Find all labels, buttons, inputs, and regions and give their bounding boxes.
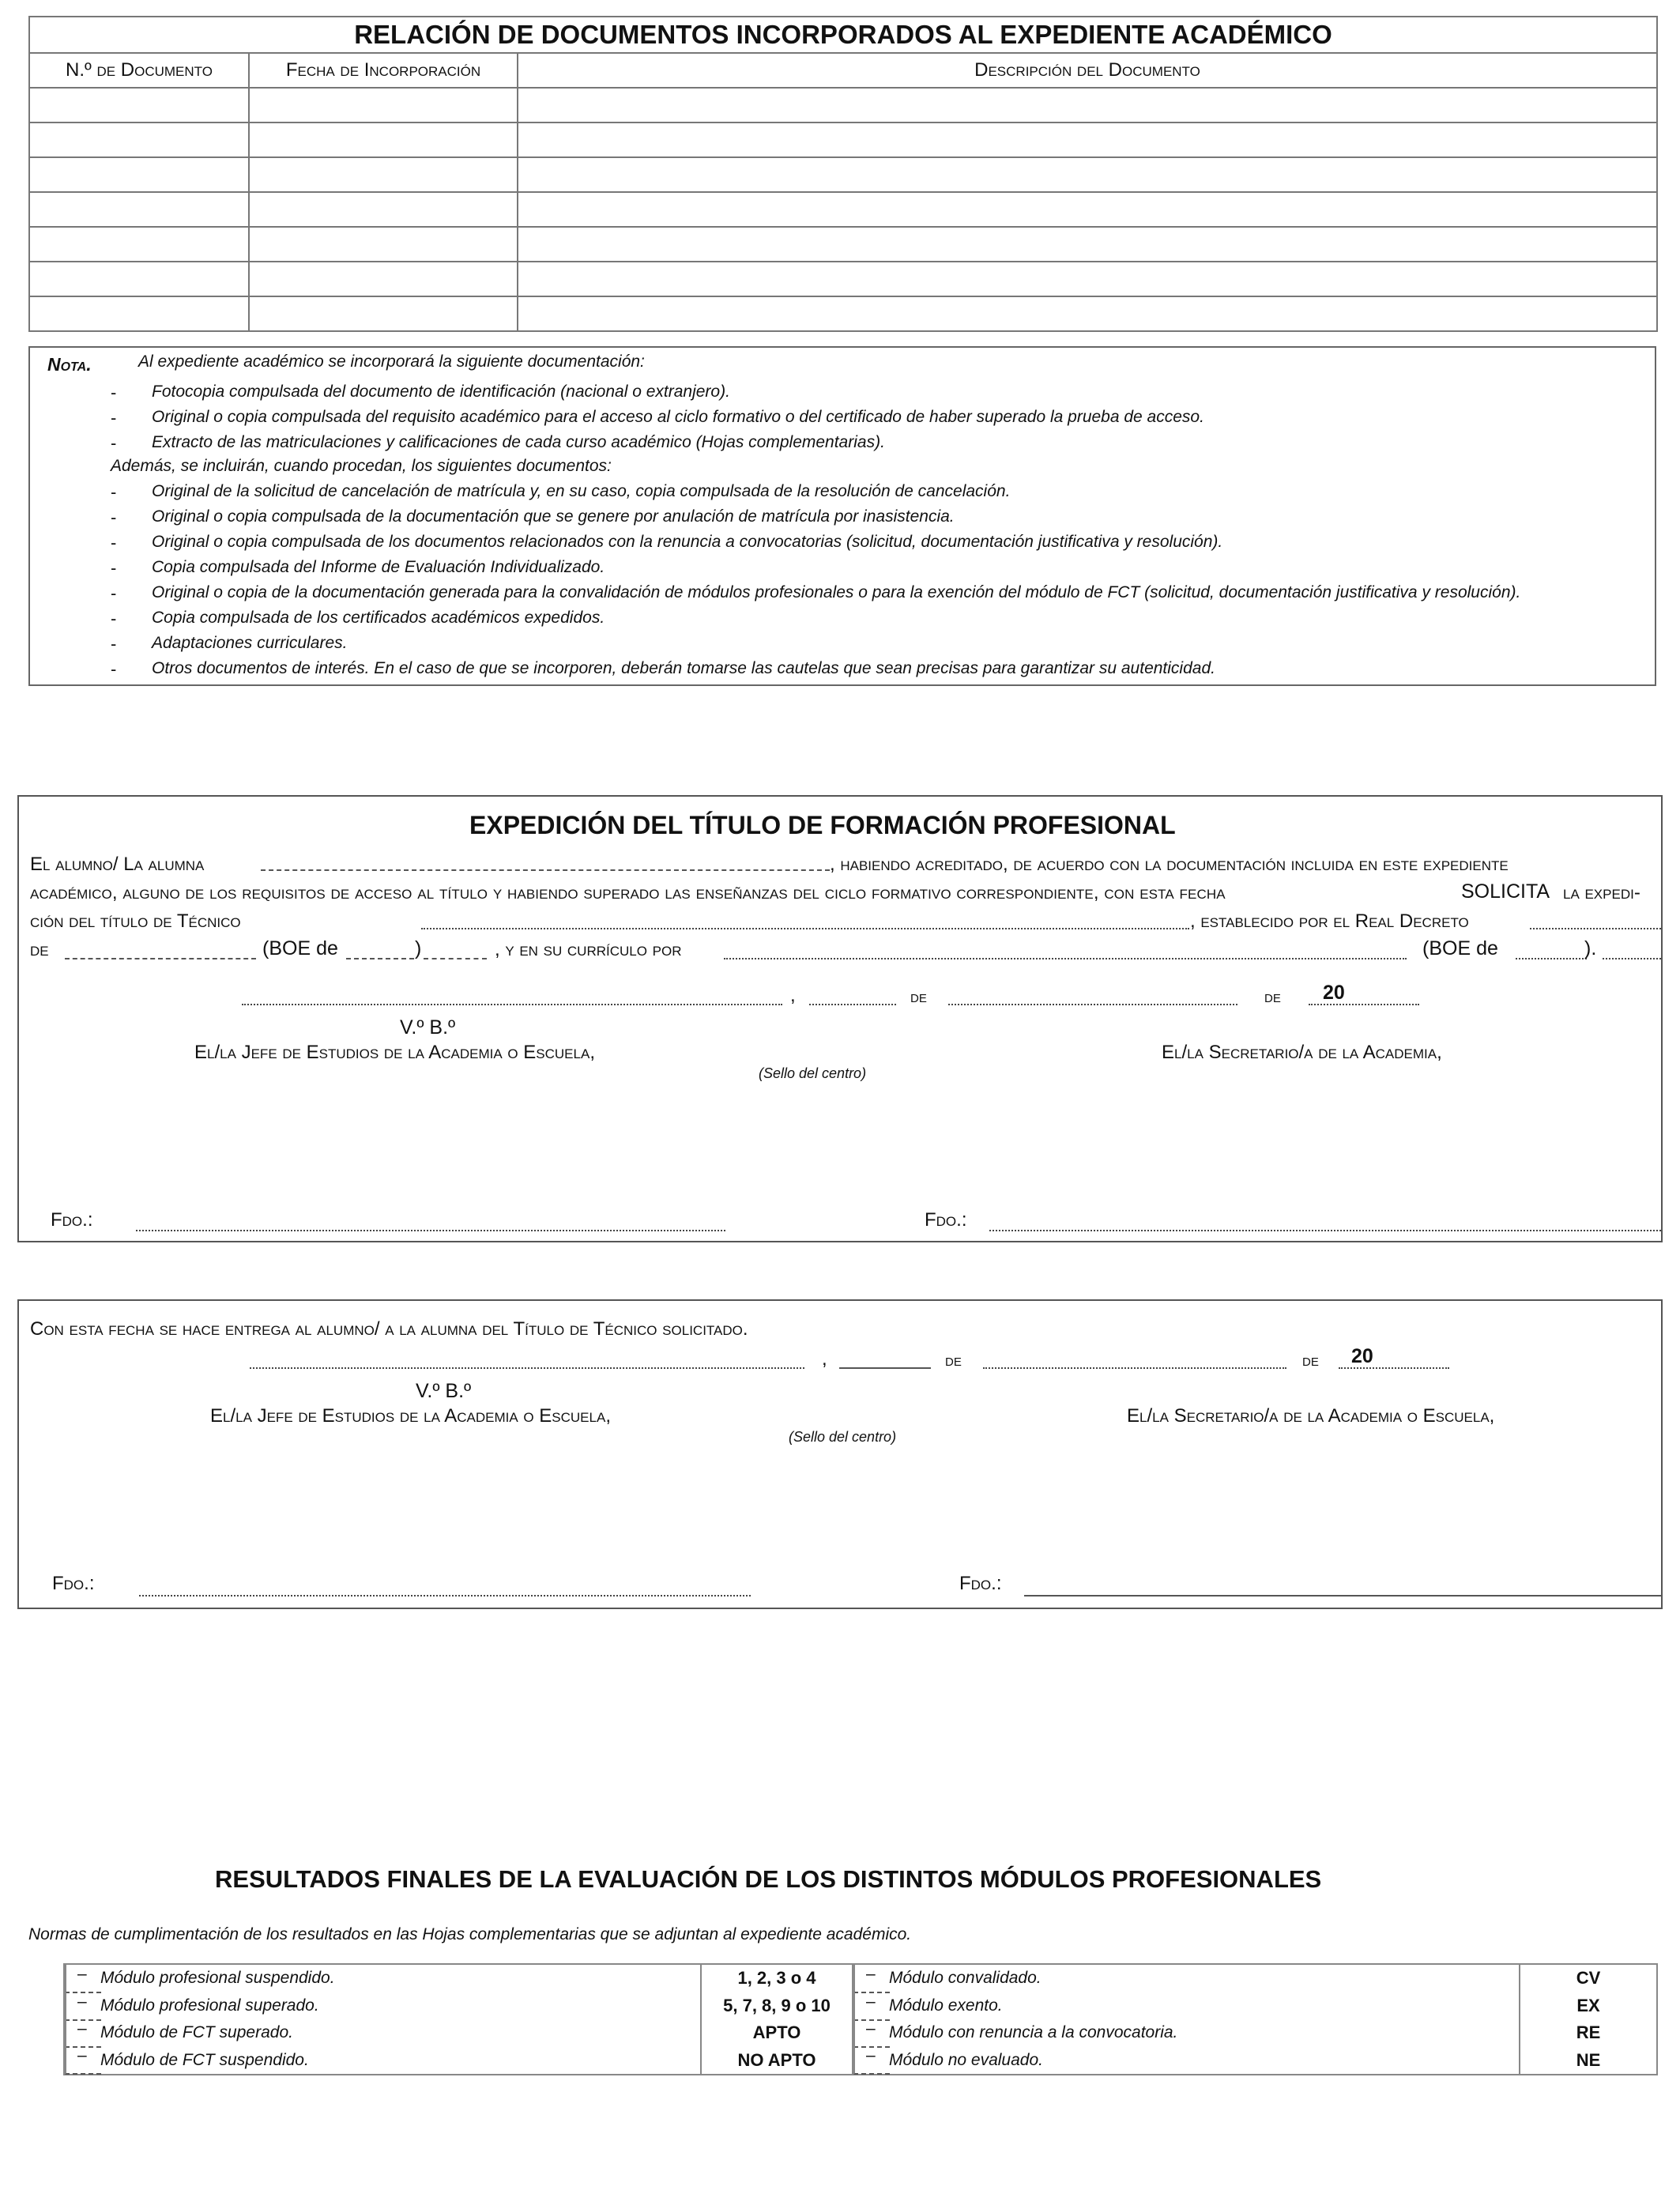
curriculo-text: , y en su currículo por [495, 939, 682, 960]
cell-fecha[interactable] [249, 262, 518, 296]
tecnico-title-field[interactable] [421, 928, 1189, 929]
cell-descripcion[interactable] [518, 296, 1657, 331]
entrega-de-year: de [1302, 1350, 1319, 1370]
legend-label: Módulo profesional superado. [92, 1992, 701, 2019]
legend-dash: – [65, 1992, 101, 2021]
normas-text: Normas de cumplimentación de los resultados en las Hojas complementarias que se adjuntan al expediente académico. [28, 1925, 912, 1943]
boe2-trail-field[interactable] [1603, 958, 1661, 959]
entrega-fdo-jefe-label: Fdo.: [52, 1573, 95, 1594]
de-month-label: de [910, 986, 927, 1006]
cell-descripcion[interactable] [518, 262, 1657, 296]
table-row [29, 262, 1657, 296]
boe2-label: (BOE de [1422, 937, 1498, 959]
entrega-place-field[interactable] [250, 1367, 804, 1369]
fdo-secretario-field[interactable] [989, 1230, 1661, 1231]
expedicion-title: EXPEDICIÓN DEL TÍTULO DE FORMACIÓN PROFESIONAL [469, 811, 1176, 839]
nota-list-item: Copia compulsada del Informe de Evaluación Individualizado. [152, 558, 605, 576]
table-row [29, 123, 1657, 157]
curriculo-field[interactable] [724, 958, 1407, 959]
entrega-de-month: de [945, 1350, 962, 1370]
entrega-year-field[interactable] [1339, 1367, 1449, 1369]
sello-label: (Sello del centro) [759, 1065, 867, 1081]
entrega-fdo-secretario-field[interactable] [1024, 1595, 1661, 1596]
nota-list-item: Original o copia compulsada de la documentación que se genere por anulación de matrícula por inasistencia. [152, 507, 955, 526]
la-expedi-text: la expedi- [1563, 882, 1640, 903]
legend-row [64, 2046, 1657, 2075]
nota-list-item: Copia compulsada de los certificados académicos expedidos. [152, 609, 605, 627]
nota-list-dash: - [111, 583, 117, 603]
legend-code: NO APTO [701, 2046, 853, 2075]
legend-code: RE [1520, 2019, 1657, 2046]
nota-list-dash: - [111, 433, 117, 453]
table-row [29, 296, 1657, 331]
vb-label: V.º B.º [400, 1016, 456, 1039]
jefe-label: El/la Jefe de Estudios de la Academia o Escuela, [194, 1042, 595, 1063]
col-descripcion-documento: Descripción del Documento [518, 53, 1657, 88]
nota-list-item: Original o copia de la documentación generada para la convalidación de módulos profesionales o para la exención del módulo de FCT (solicitud, documentación justificativa y resolución). [152, 583, 1521, 601]
entrega-sello-label: (Sello del centro) [789, 1429, 897, 1445]
table-row [29, 157, 1657, 192]
entrega-day-field[interactable] [839, 1367, 931, 1369]
legend-label: Módulo de FCT superado. [92, 2019, 701, 2046]
de-year-label: de [1264, 986, 1281, 1006]
cell-fecha[interactable] [249, 88, 518, 123]
nota-additional: Además, se incluirán, cuando procedan, los siguientes documentos: [111, 457, 612, 475]
entrega-secretario-label: El/la Secretario/a de la Academia o Escuela, [1127, 1405, 1495, 1427]
col-numero-documento: N.º de Documento [29, 53, 249, 88]
legend-dash: – [853, 1992, 890, 2021]
cell-fecha[interactable] [249, 123, 518, 157]
legend-label: Módulo de FCT suspendido. [92, 2046, 701, 2075]
cell-numero[interactable] [29, 227, 249, 262]
legend-dash: – [65, 1965, 101, 1993]
nota-list-dash: - [111, 558, 117, 578]
cell-descripcion[interactable] [518, 227, 1657, 262]
habiendo-text: , habiendo acreditado, de acuerdo con la documentación incluida en este expediente [830, 854, 1509, 875]
nota-list-dash: - [111, 383, 117, 402]
cell-numero[interactable] [29, 262, 249, 296]
nota-list-item: Extracto de las matriculaciones y calificaciones de cada curso académico (Hojas complementarias). [152, 433, 885, 451]
nota-list-dash: - [111, 659, 117, 679]
cell-descripcion[interactable] [518, 192, 1657, 227]
boe2-date-field[interactable] [1516, 958, 1587, 959]
cell-numero[interactable] [29, 296, 249, 331]
legend-code: EX [1520, 1992, 1657, 2019]
cell-descripcion[interactable] [518, 123, 1657, 157]
establecido-text: , establecido por el Real Decreto [1190, 910, 1469, 932]
cell-numero[interactable] [29, 157, 249, 192]
day-field[interactable] [809, 1004, 896, 1005]
legend-label: Módulo no evaluado. [881, 2046, 1520, 2075]
boe-trail-field[interactable] [424, 958, 487, 959]
secretario-label: El/la Secretario/a de la Academia, [1162, 1042, 1442, 1063]
cell-fecha[interactable] [249, 296, 518, 331]
real-decreto-field[interactable] [1530, 928, 1661, 929]
de-label: de [30, 939, 49, 960]
legend-row [64, 1992, 1657, 2019]
documents-table [28, 16, 1658, 332]
resultados-title: RESULTADOS FINALES DE LA EVALUACIÓN DE LOS DISTINTOS MÓDULOS PROFESIONALES [215, 1865, 1322, 1893]
cell-fecha[interactable] [249, 192, 518, 227]
entrega-box [17, 1299, 1663, 1609]
alumno-label: El alumno/ La alumna [30, 854, 205, 875]
legend-dash: – [853, 2019, 890, 2048]
legend-label: Módulo profesional suspendido. [92, 1964, 701, 1992]
nota-list-dash: - [111, 609, 117, 628]
year-field[interactable] [1309, 1004, 1419, 1005]
comma: , [790, 985, 796, 1006]
legend-dash: – [65, 2046, 101, 2075]
legend-label: Módulo exento. [881, 1992, 1520, 2019]
cell-fecha[interactable] [249, 227, 518, 262]
cell-numero[interactable] [29, 192, 249, 227]
table-row [29, 227, 1657, 262]
entrega-vb-label: V.º B.º [416, 1380, 472, 1402]
nota-list-item: Original o copia compulsada del requisito académico para el acceso al ciclo formativo o del certificado de haber superado la prueba de acceso. [152, 408, 1204, 426]
nota-list-dash: - [111, 634, 117, 654]
legend-code: 1, 2, 3 o 4 [701, 1964, 853, 1992]
legend-code: NE [1520, 2046, 1657, 2075]
alumno-name-field[interactable] [261, 869, 830, 871]
nota-list-dash: - [111, 507, 117, 527]
cell-numero[interactable] [29, 88, 249, 123]
year-prefix: 20 [1323, 982, 1345, 1004]
legend-row [64, 1964, 1657, 1992]
legend-dash: – [853, 2046, 890, 2075]
fdo-secretario-label: Fdo.: [925, 1209, 967, 1231]
entrega-fdo-jefe-field[interactable] [139, 1595, 751, 1596]
nota-list-dash: - [111, 408, 117, 428]
table-row [29, 192, 1657, 227]
legend-dash: – [853, 1965, 890, 1993]
cell-numero[interactable] [29, 123, 249, 157]
nota-intro: Al expediente académico se incorporará la siguiente documentación: [138, 352, 645, 371]
real-decreto-date-field[interactable] [65, 958, 256, 959]
documents-table-title: RELACIÓN DE DOCUMENTOS INCORPORADOS AL EXPEDIENTE ACADÉMICO [29, 17, 1657, 53]
cion-text: ción del título de Técnico [30, 910, 241, 932]
nota-list-dash: - [111, 482, 117, 502]
entrega-text: Con esta fecha se hace entrega al alumno/ a la alumna del Título de Técnico solicitado. [30, 1318, 748, 1340]
legend-dash: – [65, 2019, 101, 2048]
legend-label: Módulo convalidado. [881, 1964, 1520, 1992]
nota-list-dash: - [111, 533, 117, 552]
entrega-year-prefix: 20 [1351, 1345, 1373, 1367]
month-field[interactable] [948, 1004, 1237, 1005]
results-legend-table [63, 1963, 1658, 2075]
entrega-fdo-secretario-label: Fdo.: [959, 1573, 1002, 1594]
nota-label: Nota. [47, 354, 92, 375]
nota-list-item: Original de la solicitud de cancelación de matrícula y, en su caso, copia compulsada de la resolución de cancelación. [152, 482, 1011, 500]
paren-end: ). [1584, 937, 1597, 959]
entrega-jefe-label: El/la Jefe de Estudios de la Academia o Escuela, [210, 1405, 611, 1427]
col-fecha-incorporacion: Fecha de Incorporación [249, 53, 518, 88]
legend-code: CV [1520, 1964, 1657, 1992]
legend-code: APTO [701, 2019, 853, 2046]
nota-list-item: Original o copia compulsada de los documentos relacionados con la renuncia a convocatorias (solicitud, documentación justificativa y resolución). [152, 533, 1223, 551]
nota-list-item: Adaptaciones curriculares. [152, 634, 348, 652]
legend-label: Módulo con renuncia a la convocatoria. [881, 2019, 1520, 2046]
solicita-text: SOLICITA [1461, 880, 1550, 903]
legend-code: 5, 7, 8, 9 o 10 [701, 1992, 853, 2019]
boe-label: (BOE de [262, 937, 338, 959]
fdo-jefe-label: Fdo.: [51, 1209, 93, 1231]
line2-text: académico, alguno de los requisitos de acceso al título y habiendo superado las enseñanzas del ciclo formativo correspondiente, con esta fecha [30, 882, 1226, 903]
cell-fecha[interactable] [249, 157, 518, 192]
cell-descripcion[interactable] [518, 88, 1657, 123]
boe-date-field[interactable] [346, 958, 414, 959]
fdo-jefe-field[interactable] [136, 1230, 725, 1231]
place-field[interactable] [242, 1004, 782, 1005]
nota-list-item: Fotocopia compulsada del documento de identificación (nacional o extranjero). [152, 383, 730, 401]
table-row [29, 88, 1657, 123]
nota-list-item: Otros documentos de interés. En el caso de que se incorporen, deberán tomarse las cautelas que sean precisas para garantizar su autenticidad. [152, 659, 1215, 677]
paren-close: ) [415, 937, 422, 959]
legend-row [64, 2019, 1657, 2046]
cell-descripcion[interactable] [518, 157, 1657, 192]
entrega-month-field[interactable] [983, 1367, 1286, 1369]
entrega-comma: , [822, 1348, 827, 1370]
